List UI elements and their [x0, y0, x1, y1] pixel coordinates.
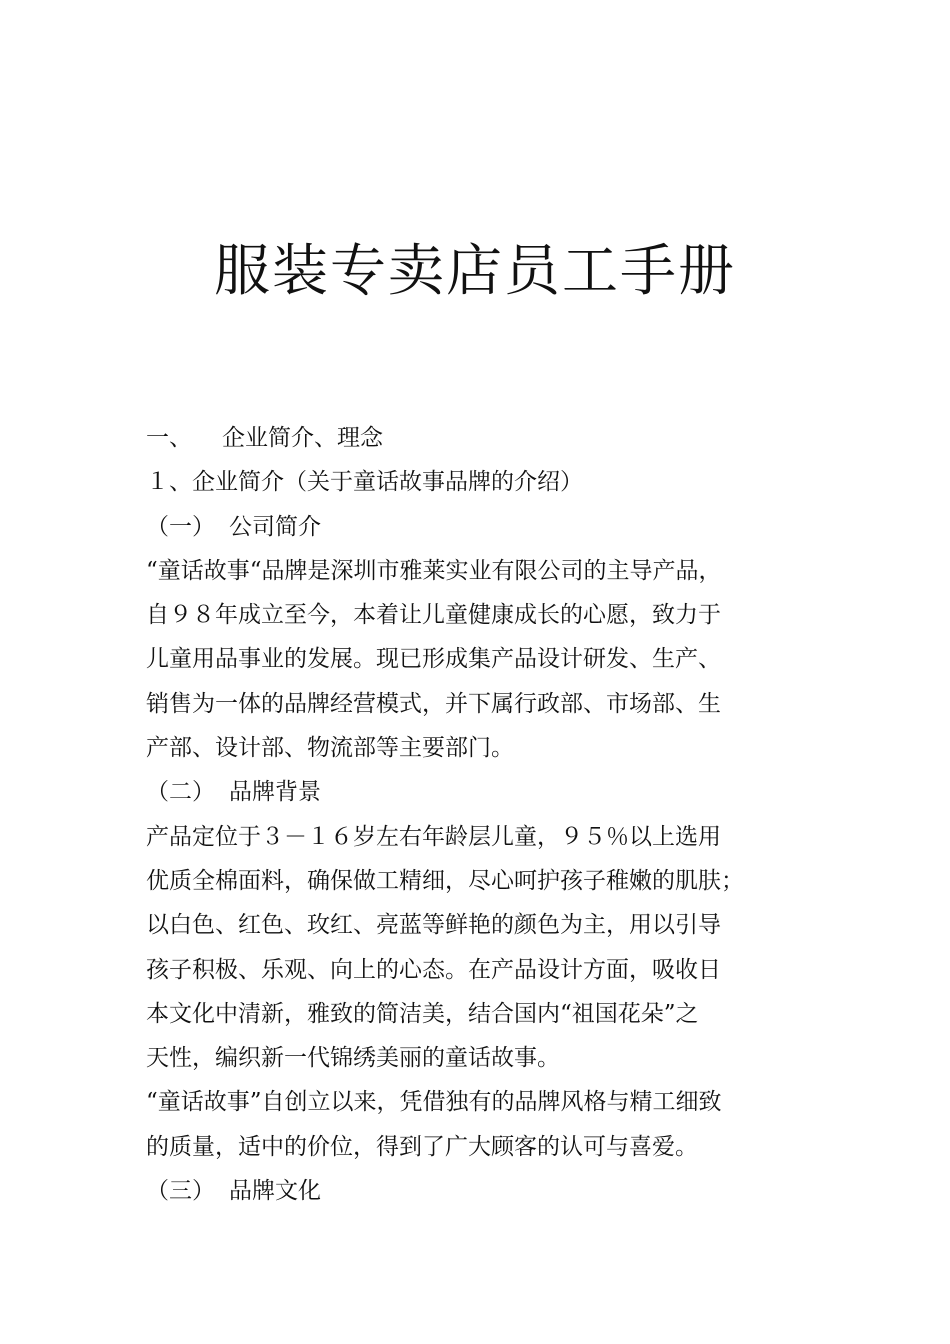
paragraph-line: 本文化中清新，雅致的简洁美，结合国内“祖国花朵”之 [146, 1000, 699, 1027]
part-title: 品牌背景 [229, 779, 321, 806]
part-title: 品牌文化 [229, 1178, 321, 1205]
section-title: 企业简介、理念 [222, 425, 383, 451]
part-heading-3 [146, 1169, 826, 1213]
document-title: 服装专卖店员工手册 [214, 239, 736, 304]
part-heading-1 [146, 505, 826, 549]
paragraph-line: 产品定位于３－１６岁左右年龄层儿童，９５％以上选用 [146, 823, 721, 850]
paragraph-line: 儿童用品事业的发展。现已形成集产品设计研发、生产、 [146, 646, 721, 673]
paragraph-line: 的质量，适中的价位，得到了广大顾客的认可与喜爱。 [146, 1133, 698, 1160]
paragraph-line: 优质全棉面料，确保做工精细，尽心呵护孩子稚嫩的肌肤； [146, 867, 744, 894]
section-heading-1 [146, 416, 826, 460]
paragraph-line: 自９８年成立至今，本着让儿童健康成长的心愿，致力于 [146, 602, 721, 629]
paragraph-line: 销售为一体的品牌经营模式，并下属行政部、市场部、生 [146, 690, 721, 717]
paragraph-line: 产部、设计部、物流部等主要部门。 [146, 735, 514, 762]
subsection-heading-1: １、企业简介（关于童话故事品牌的介绍） [146, 469, 583, 496]
part-title: 公司简介 [229, 513, 321, 540]
part-number: （二） [146, 779, 215, 806]
paragraph-line: 以白色、红色、玫红、亮蓝等鲜艳的颜色为主，用以引导 [146, 912, 721, 939]
part-number: （一） [146, 513, 215, 540]
document-body [146, 416, 826, 1213]
paragraph-line: “童话故事”自创立以来，凭借独有的品牌风格与精工细致 [146, 1089, 722, 1116]
paragraph-line: 天性，编织新一代锦绣美丽的童话故事。 [146, 1045, 560, 1072]
paragraph-line: “童话故事“品牌是深圳市雅莱实业有限公司的主导产品， [146, 557, 722, 584]
paragraph-line: 孩子积极、乐观、向上的心态。在产品设计方面，吸收日 [146, 956, 721, 983]
part-heading-2 [146, 770, 826, 814]
section-number: 一、 [146, 425, 192, 451]
part-number: （三） [146, 1178, 215, 1205]
